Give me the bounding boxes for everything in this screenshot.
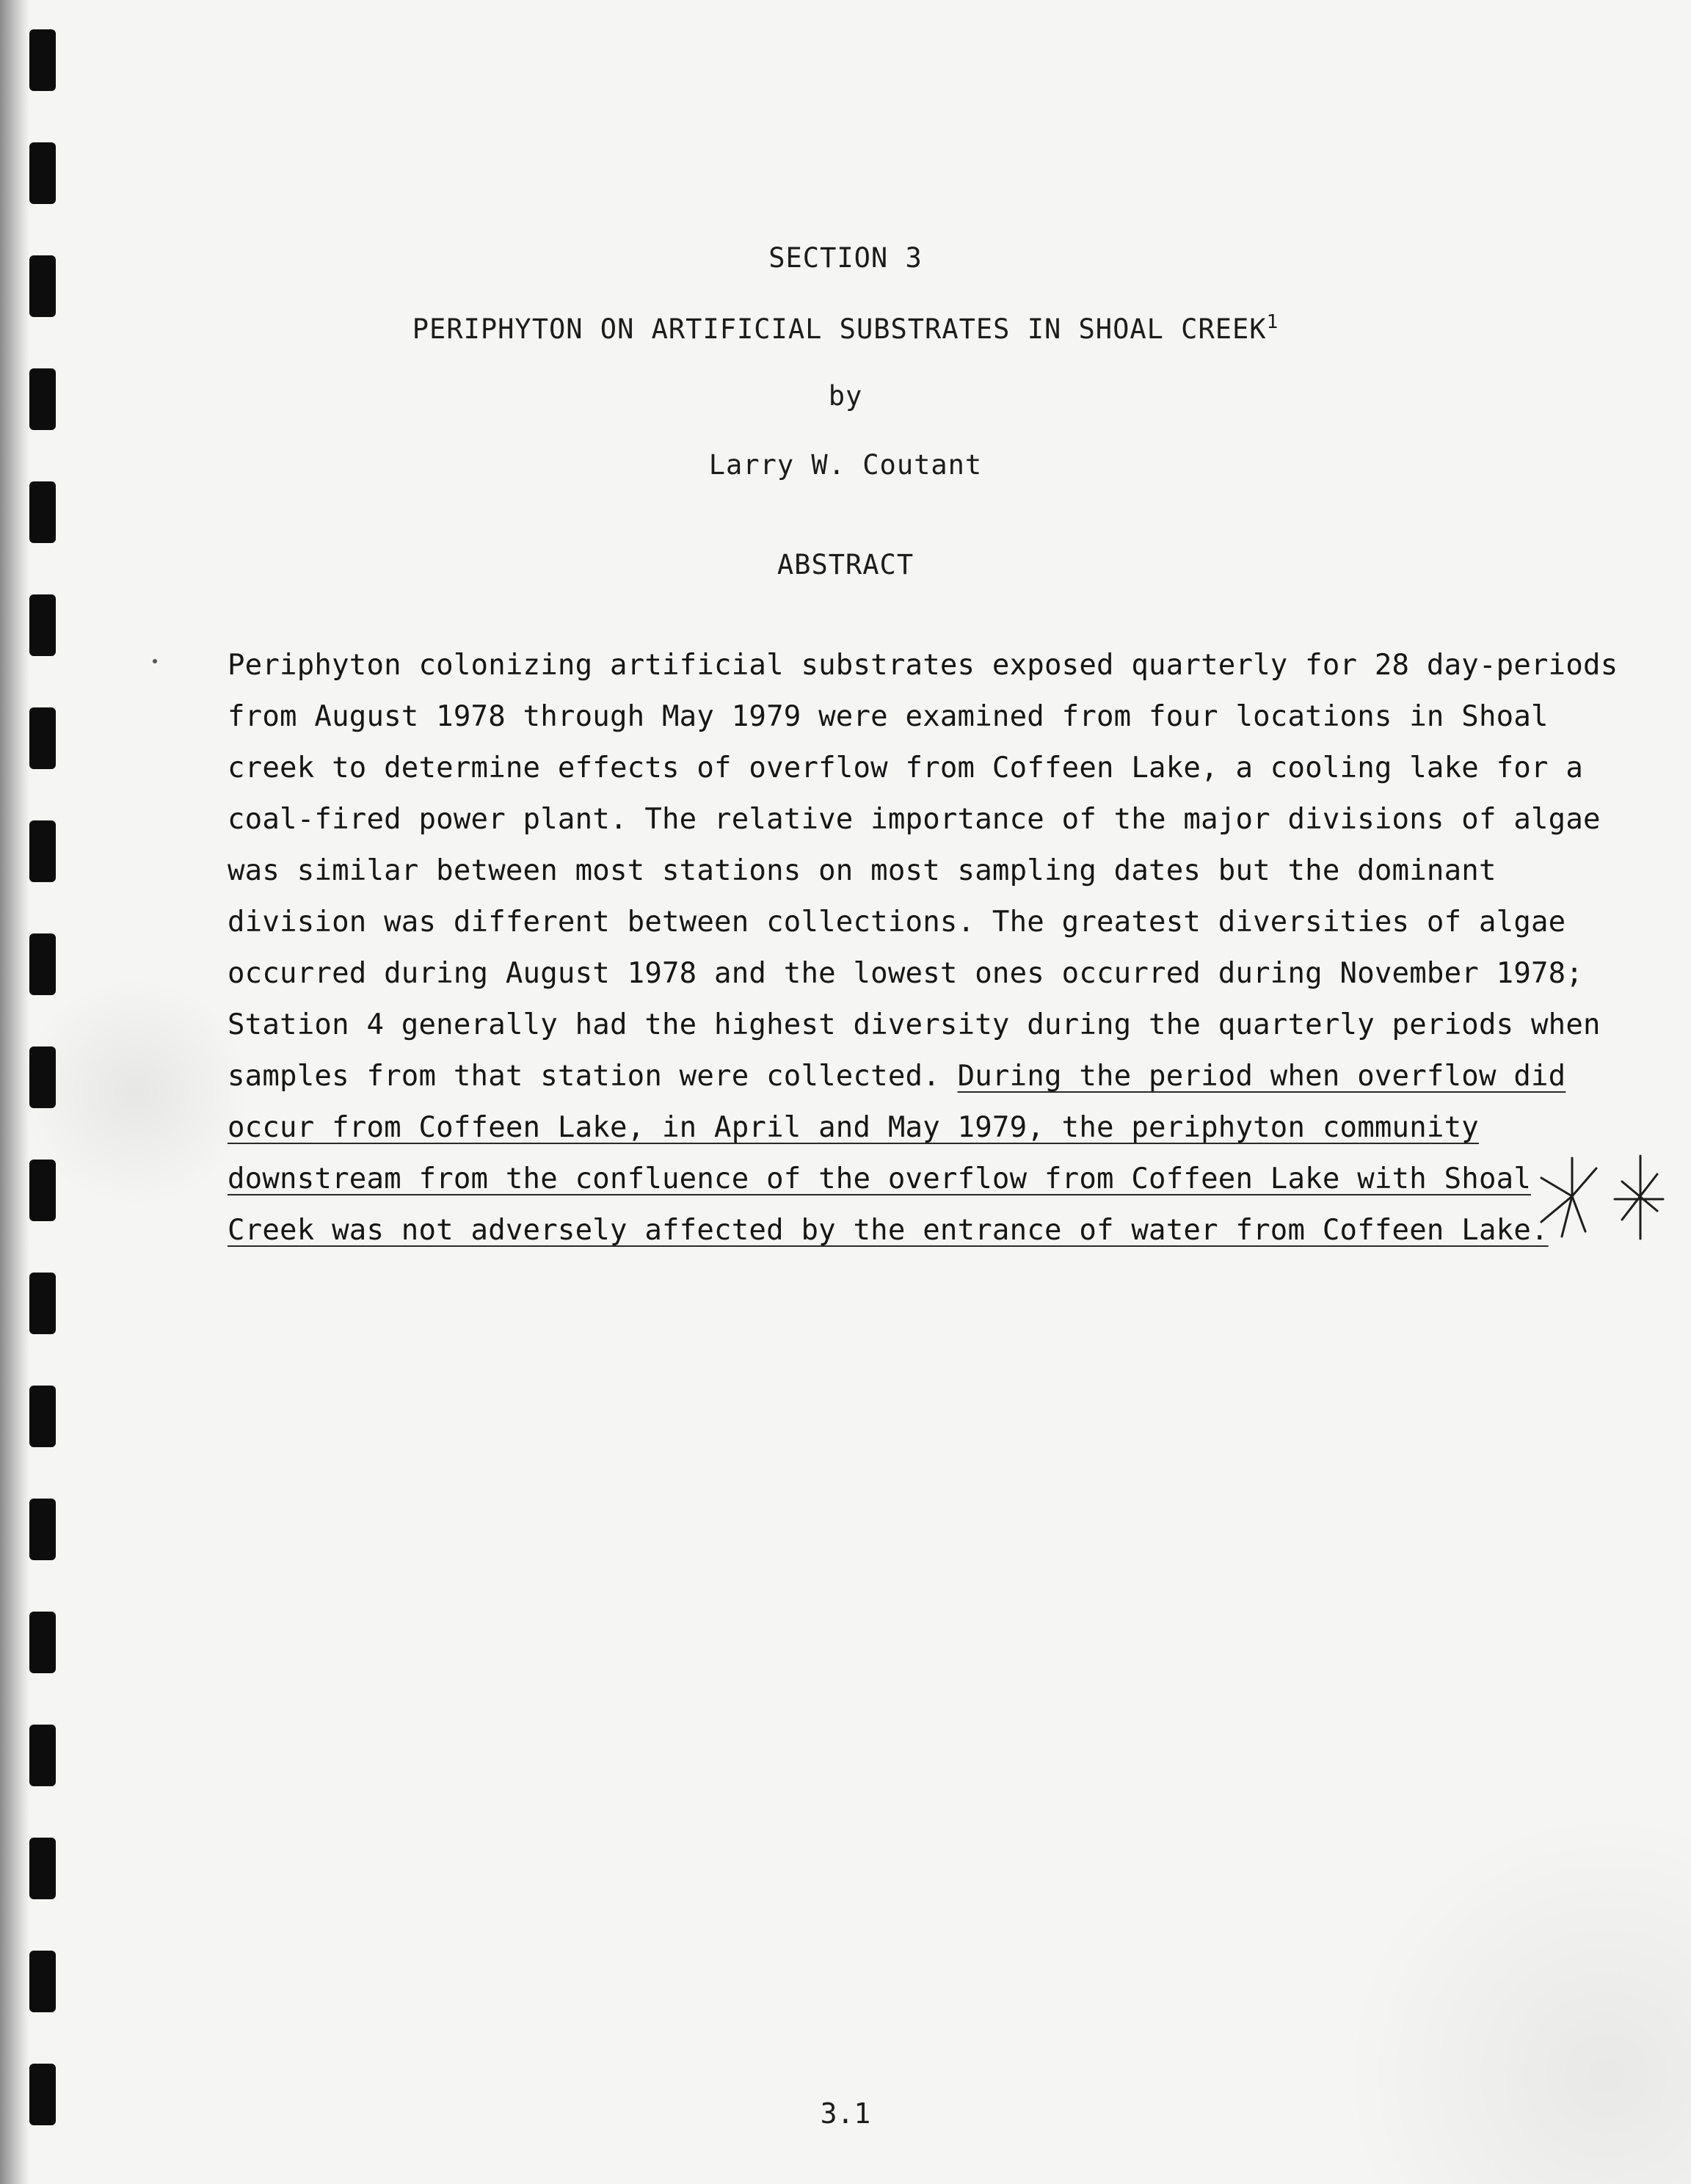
abstract-text: occurred during August 1978 and the lowest ones occurred during November 1978; — [228, 957, 1584, 990]
abstract-line — [228, 845, 1593, 897]
punch-hole — [29, 1838, 56, 1899]
punch-hole — [29, 1612, 56, 1673]
author-name: Larry W. Coutant — [708, 449, 983, 481]
abstract-body — [228, 640, 1618, 1256]
punch-hole — [29, 820, 56, 882]
title-text: PERIPHYTON ON ARTIFICIAL SUBSTRATES IN SHOAL CREEK — [412, 313, 1267, 345]
abstract-line — [228, 897, 1593, 948]
punch-hole — [29, 1499, 56, 1560]
abstract-text: from August 1978 through May 1979 were examined from four locations in Shoal — [228, 700, 1549, 733]
section-label: SECTION 3 — [768, 242, 923, 274]
underlined-text: downstream from the confluence of the overflow from Coffeen Lake with Shoal — [228, 1162, 1531, 1195]
title-footnote-marker: 1 — [1266, 311, 1279, 333]
abstract-text: creek to determine effects of overflow from Coffeen Lake, a cooling lake for a — [228, 751, 1584, 785]
punch-hole — [29, 594, 56, 656]
underlined-text: Creek was not adversely affected by the entrance of water from Coffeen Lake. — [228, 1214, 1549, 1247]
abstract-line — [228, 948, 1593, 1000]
abstract-text: was similar between most stations on most sampling dates but the dominant — [228, 854, 1497, 887]
margin-mark — [153, 659, 157, 663]
punch-hole — [29, 1725, 56, 1786]
underlined-text: During the period when overflow did — [957, 1060, 1566, 1093]
punch-hole — [29, 707, 56, 769]
abstract-line — [228, 794, 1601, 845]
abstract-line — [228, 1205, 1593, 1256]
abstract-line — [228, 1051, 1593, 1102]
handwritten-asterisks-mark — [1527, 1152, 1666, 1248]
byline-by: by — [828, 380, 863, 412]
punch-hole — [29, 1046, 56, 1108]
punch-hole — [29, 1386, 56, 1447]
abstract-text: coal-fired power plant. The relative importance of the major divisions of algae — [228, 803, 1601, 836]
document-title — [0, 311, 1691, 345]
abstract-line — [228, 1000, 1601, 1051]
abstract-text: samples from that station were collected. — [228, 1060, 958, 1093]
abstract-heading: ABSTRACT — [777, 549, 914, 580]
punch-hole — [29, 142, 56, 204]
page-number: 3.1 — [820, 2097, 871, 2130]
punch-hole — [29, 1951, 56, 2012]
abstract-line — [228, 1154, 1593, 1205]
abstract-line — [228, 640, 1618, 691]
punch-hole — [29, 29, 56, 91]
punch-hole — [29, 481, 56, 543]
abstract-text: Station 4 generally had the highest diversity during the quarterly periods when — [228, 1008, 1601, 1041]
underlined-text: occur from Coffeen Lake, in April and May 1979, the periphyton community — [228, 1111, 1479, 1144]
punch-hole — [29, 1160, 56, 1221]
abstract-text: Periphyton colonizing artificial substrates exposed quarterly for 28 day-periods — [228, 649, 1618, 682]
punch-hole — [29, 1273, 56, 1334]
abstract-line — [228, 691, 1593, 743]
abstract-line — [228, 1102, 1593, 1154]
abstract-text: division was different between collections. The greatest diversities of algae — [228, 906, 1566, 939]
punch-hole — [29, 933, 56, 995]
abstract-line — [228, 743, 1593, 794]
